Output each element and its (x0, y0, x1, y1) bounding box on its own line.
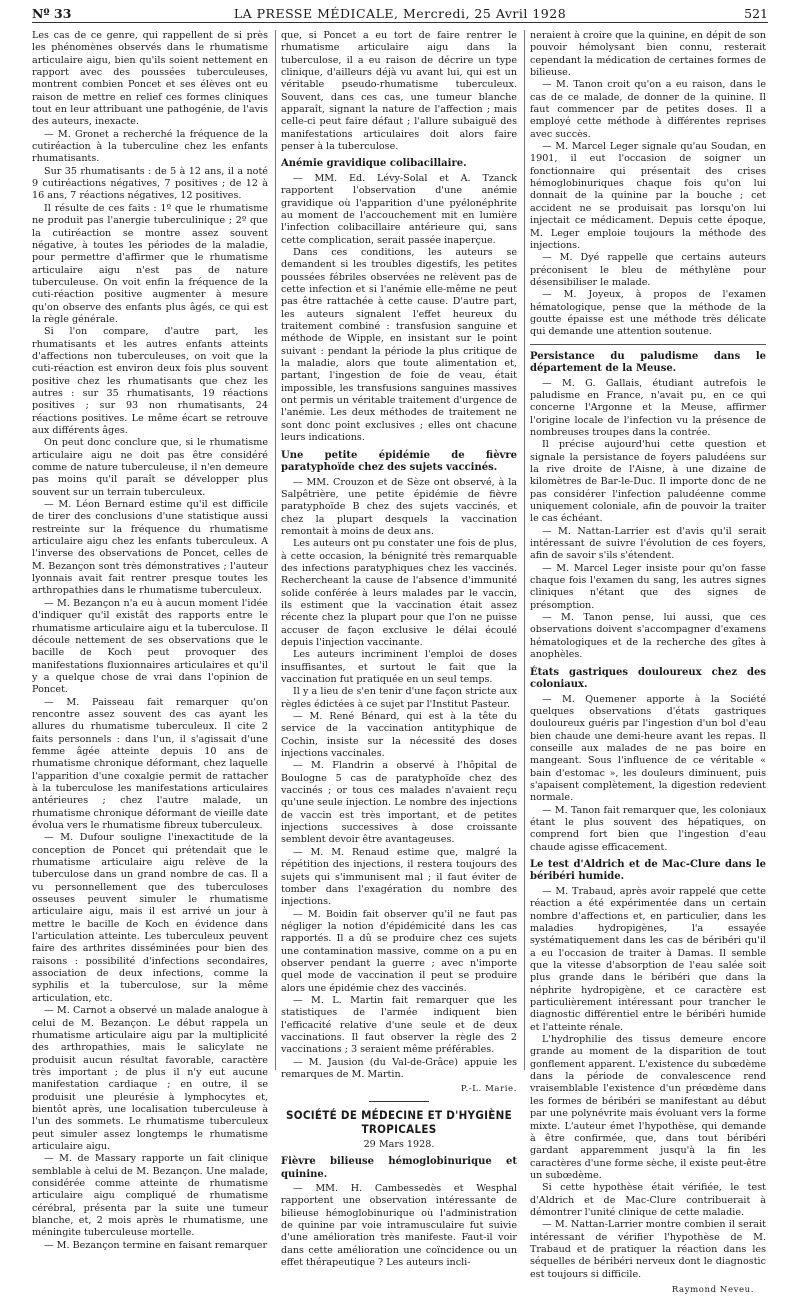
paragraph: — M. Carnot a observé un malade analogue à celui de M. Bezançon. Le début rappela un rhumatisme articulaire aigu par la multiplicité des arthropathies, mais le salicylate ne produisit aucun résultat favorable, caractère très important ; de plus il n'y eut aucune manifestation cardiaque ; en outre, il se produisit une pleurésie à lymphocytes et, bientôt après, une localisation tuberculeuse à l'un des sommets. Le rhumatisme tuberculeux peut simuler assez longtemps le rhumatisme articulaire aigu. (32, 1005, 268, 1152)
paragraph: — M. G. Gallais, étudiant autrefois le paludisme en France, n'avait pu, en ce qui concerne l'Argonne et la Meuse, affirmer l'origine locale de l'infection vu la présence de nombreuses troupes dans la contrée. (530, 377, 766, 438)
paragraph: — M. Dyé rappelle que certains auteurs préconisent le bleu de méthylène pour désensibiliser le malade. (530, 252, 766, 288)
paragraph: — M. Bezançon termine en faisant remarquer (44, 1239, 268, 1251)
paragraph: — M. Nattan-Larrier est d'avis qu'il serait intéressant de suivre l'évolution de ces foyers, afin de savoir s'ils s'étendent. (530, 525, 766, 562)
paragraph: Il résulte de ces faits : 1º que le rhumatisme ne produit pas l'anergie tuberculinique ; 2º que la cutiréaction se montre assez souvent négative, à toutes les périodes de la maladie, pour permettre d'affirmer que le rhumatisme articulaire aigu n'est pas de nature tuberculeuse. On voit enfin la fréquence de la cuti-réaction positive augmenter à mesure qu'on observe des enfants plus âgés, ce qui est la règle générale. (32, 202, 268, 325)
paragraph: neraient à croire que la quinine, en dépit de son pouvoir hémolysant bien connu, resterait cependant la médication de certaines formes de bilieuse. (530, 30, 766, 79)
paragraph: Il y a lieu de s'en tenir d'une façon stricte aux règles édictées à ce sujet par l'Institut Pasteur. (281, 686, 517, 710)
section-heading: Le test d'Aldrich et de Mac-Clure dans le béribéri humide. (530, 858, 766, 883)
journal-title: LA PRESSE MÉDICALE, Mercredi, 25 Avril 1928 (233, 6, 567, 21)
paragraph: — M. de Massary rapporte un fait clinique semblable à celui de M. Bezançon. Une malade, considérée comme atteinte de rhumatisme articulaire aigu compliqué de rhumatisme cérébral, présenta par la suite une tumeur blanche, et, 2 mois après le rhumatisme, une méningite tuberculeuse mortelle. (32, 1153, 268, 1239)
author-signature: Raymond Neveu. (671, 1284, 754, 1295)
paragraph: — M. Marcel Leger insiste pour qu'on fasse chaque fois l'examen du sang, les autres signes cliniques n'étant que des signes de présomption. (530, 562, 766, 611)
section-heading: États gastriques douloureux chez des coloniaux. (530, 666, 766, 690)
page-header (32, 0, 768, 30)
paragraph: Sur 35 rhumatisants : de 5 à 12 ans, il a noté 9 cutiréactions négatives, 7 positives ; de 12 à 16 ans, 7 réactions négatives, 12 positives. (32, 165, 268, 202)
paragraph: — M. Paisseau fait remarquer qu'on rencontre assez souvent des cas ayant les allures du rhumatisme tuberculeux. Il cite 2 faits personnels : dans l'un, il s'agissait d'une femme âgée atteinte depuis 10 ans de rhumatisme chronique déformant, chez laquelle l'apparition d'une coxalgie permit de rattacher à la tuberculose les manifestations articulaires antérieures ; chez l'autre malade, un rhumatisme chronique déformant de vieille date évolua vers le rhumatisme fibreux tuberculeux. (32, 696, 268, 831)
column-divider (524, 30, 525, 1070)
paragraph: — M. Tanon fait remarquer que, les coloniaux étant le plus souvent des hépatiques, on comprend fort bien que l'ingestion d'eau chaude agisse efficacement. (530, 804, 766, 853)
paragraph: — M. Léon Bernard estime qu'il est difficile de tirer des conclusions d'une statistique aussi restreinte sur la fréquence du rhumatisme articulaire aigu chez les enfants tuberculeux. A l'inverse des observations de Poncet, celles de M. Bezançon sont très démonstratives ; l'auteur lyonnais avait fait rentrer presque toutes les arthropathies dans le rhumatisme tuberculeux. (32, 499, 268, 597)
paragraph: Si l'on compare, d'autre part, les rhumatisants et les autres enfants atteints d'affections non tuberculeuses, on voit que la cuti-réaction est environ deux fois plus souvent positive chez les rhumatisants que chez les autres : sur 35 rhumatisants, 19 réactions positives ; sur 93 non rhumatisants, 24 réactions positives. Le même écart se retrouve aux différents âges. (32, 326, 268, 436)
section-heading: Anémie gravidique colibacillaire. (281, 158, 467, 170)
paragraph: Les cas de ce genre, qui rappellent de si près les phénomènes observés dans le rhumatisme articulaire aigu, bien qu'ils soient nettement en rapport avec des poussées tuberculeuses, montrent combien Poncet et ses élèves ont eu raison de mettre en relief ces formes cliniques tout en leur attribuant une pathogénie, de l'avis des auteurs, inexacte. (32, 30, 268, 128)
paragraph: Les auteurs ont pu constater une fois de plus, à cette occasion, la bénignité très remarquable des infections paratyphiques chez les vaccinés. Rechercheant la cause de l'absence d'immunité solide conférée à leurs malades par le vaccin, ils estiment que la vaccination était assez récente chez la plupart pour que l'on ne puisse accuser de façon exclusive le délai écoulé depuis l'injection vaccinante. (281, 538, 517, 648)
paragraph: — M. Joyeux, à propos de l'examen hématologique, pense que la méthode de la goutte épaisse est une méthode très délicate qui demande une attention soutenue. (530, 289, 766, 338)
paragraph: — M. Bezançon n'a eu à aucun moment l'idée d'indiquer qu'il existât des rapports entre le rhumatisme articulaire aigu et la tuberculose. Il découle nettement de ses observations que le bacille de Koch peut provoquer des manifestations fluxionnaires articulaires et qu'il y a quelque chose de vrai dans l'opinion de Poncet. (32, 597, 268, 696)
paragraph: Dans ces conditions, les auteurs se demandent si les troubles digestifs, les petites poussées fébriles observées ne relèvent pas de cette infection et si l'anémie elle-même ne peut pas être rattachée à cette cause. D'autre part, les auteurs signalent l'effet heureux du traitement combiné : transfusion sanguine et méthode de Wipple, en insistant sur le point suivant : pendant la période la plus critique de la maladie, alors que toute alimentation et, partant, l'ingestion de foie de veau, était impossible, les transfusions sanguines massives ont permis un véritable traitement d'urgence de l'anémie. Les deux méthodes de traitement ne sont donc point exclusives ; elles ont chacune leurs indications. (281, 247, 517, 444)
column-1 (32, 30, 268, 1251)
section-rule (530, 344, 766, 345)
paragraph: — MM. Crouzon et de Sèze ont observé, à la Salpêtrière, une petite épidémie de fièvre paratyphoïde B chez des sujets vaccinés, et chez la plupart desquels la vaccination remontait à moins de deux ans. (281, 476, 517, 537)
column-3 (530, 30, 766, 1295)
paragraph: — MM. H. Cambessedès et Wesphal rapportent une observation intéressante de bilieuse hémoglobinurique où l'administration de quinine par voie intramusculaire fut suivie d'une amélioration très manifeste. Faut-il voir dans cette amélioration une coïncidence ou un effet thérapeutique ? Les auteurs incli- (281, 1183, 517, 1269)
paragraph: — M. Tanon croit qu'on a eu raison, dans le cas de ce malade, de donner de la quinine. Il faut commencer par de petites doses. Il a employé cette méthode à différentes reprises avec succès. (530, 79, 766, 140)
paragraph: — M. Gronet a recherché la fréquence de la cutiréaction à la tuberculine chez les enfants rhumatisants. (32, 128, 268, 165)
paragraph: Les auteurs incriminent l'emploi de doses insuffisantes, et surtout le fait que la vaccination fut pratiquée en un seul temps. (281, 649, 517, 685)
column-divider (275, 30, 276, 1070)
meeting-date: 29 Mars 1928. (363, 1138, 435, 1150)
paragraph: — M. Quemener apporte à la Société quelques observations d'états gastriques douloureux guéris par l'ingestion d'un bol d'eau bien chaude une demi-heure avant les repas. Il conseille aux malades de ne pas boire en mangeant. Sous l'influence de ce véritable « bain d'estomac », les douleurs diminuent, puis s'apaisent complètement, la digestion redevient normale. (530, 693, 766, 804)
paragraph: — M. M. Renaud estime que, malgré la répétition des injections, il restera toujours des sujets qui s'immunisent mal ; il faut éviter de tomber dans l'exagération du nombre des injections. (281, 846, 517, 908)
article-columns (32, 30, 770, 1295)
paragraph: — M. Flandrin a observé à l'hôpital de Boulogne 5 cas de paratyphoïde chez des vaccinés ; or tous ces malades n'avaient reçu qu'une seule injection. Le nombre des injections de vaccin est très important, et de petites injections successives à dose croissante semblent devoir être avantageuses. (281, 760, 517, 846)
section-heading: Fièvre bilieuse hémoglobinurique et quinine. (281, 1156, 517, 1180)
paragraph: Il précise aujourd'hui cette question et signale la persistance de foyers paludéens sur la rive droite de l'Aisne, à une dizaine de kilomètres de Bar-le-Duc. Il importe donc de ne pas considérer l'infection paludéenne comme uniquement coloniale, afin de pouvoir la traiter le cas échéant. (530, 439, 766, 525)
page-number: 521 (744, 6, 768, 21)
issue-number: Nº 33 (32, 6, 72, 21)
paragraph: que, si Poncet a eu tort de faire rentrer le rhumatisme articulaire aigu dans la tuberculose, il a eu raison de décrire un type clinique, d'ailleurs déjà vu avant lui, qui est un véritable pseudo-rhumatisme tuberculeux. Souvent, dans ces cas, une tumeur blanche apparaît, signant la nature de l'affection ; mais celle-ci peut faire défaut ; l'allure subaiguë des manifestations articulaires doit alors faire penser à la tuberculose. (281, 30, 517, 153)
society-title: SOCIÉTÉ DE MÉDECINE ET D'HYGIÈNE TROPICALES (286, 1107, 512, 1136)
paragraph: On peut donc conclure que, si le rhumatisme articulaire aigu ne doit pas être considéré comme de nature tuberculeuse, il n'en demeure pas moins qu'il paraît se développer plus souvent sur un terrain tuberculeux. (32, 437, 268, 498)
section-heading: Une petite épidémie de fièvre paratyphoïde chez des sujets vaccinés. (281, 449, 517, 473)
paragraph: L'hydrophilie des tissus demeure encore grande au moment de la disparition de tout gonflement apparent. L'existence du subœdème dans la période de convalescence rend vraisemblable l'existence d'un préœdème dans les formes de béribéri se manifestant au début par une polynévrite mais évoluant vers la forme mixte. L'auteur émet l'hypothèse, qui demande à être confirmée, que, dans tout béribéri gardant apparemment jusqu'à la fin les caractères d'une forme sèche, il existe peut-être un subœdème. (530, 1034, 766, 1181)
paragraph: — M. Marcel Leger signale qu'au Soudan, en 1901, il eut l'occasion de soigner un fonctionnaire qui présentait des crises hémoglobinuriques chaque fois qu'on lui donnait de la quinine par la bouche ; cet accident ne se produisait pas lorsqu'on lui injectait ce médicament. Depuis cette époque, M. Leger emploie toujours la méthode des injections. (530, 141, 766, 251)
paragraph: — M. Nattan-Larrier montre combien il serait intéressant de vérifier l'hypothèse de M. Trabaud et de pratiquer la réaction dans les séquelles de béribéri nerveux dont le diagnostic est toujours si difficile. (530, 1219, 766, 1280)
paragraph: — M. Boidin fait observer qu'il ne faut pas négliger la notion d'épidémicité dans les cas rapportés. Il a dû se produire chez ces sujets une contamination massive, comme on a pu en observer pendant la guerre ; avec n'importe quel mode de vaccination il peut se produire alors une épidémie chez des vaccinés. (281, 908, 517, 994)
section-rule (369, 1101, 429, 1102)
section-heading: Persistance du paludisme dans le département de la Meuse. (530, 350, 766, 375)
author-signature: P.-L. Marie. (460, 1084, 517, 1095)
paragraph: — M. Jausion (du Val-de-Grâce) appuie les remarques de M. Martin. (281, 1056, 517, 1080)
paragraph: — M. L. Martin fait remarquer que les statistiques de l'armée indiquent bien l'efficacité relative d'une seule et de deux vaccinations. Il faut observer la règle des 2 vaccinations ; 3 seraient même préférables. (281, 994, 517, 1056)
paragraph: — M. Tanon pense, lui aussi, que ces observations doivent s'accompagner d'examens hématologiques et de la recherche des gîtes à anophèles. (530, 612, 766, 661)
paragraph: Si cette hypothèse était vérifiée, le test d'Aldrich et de Mac-Clure contribuerait à démontrer l'unité clinique de cette maladie. (530, 1182, 766, 1218)
paragraph: — M. Dufour souligne l'inexactitude de la conception de Poncet qui prétendait que le rhumatisme articulaire aigu relève de la tuberculose dans un grand nombre de cas. Il a vu personnellement que des tuberculoses osseuses peuvent simuler le rhumatisme articulaire aigu, mais il est arrivé un jour à mettre le bacille de Koch en évidence dans l'articulation atteinte. Les tuberculeux peuvent faire des arthrites disséminées pour bien des raisons : possibilité d'infections secondaires, association de deux infections, comme la syphilis et la tuberculose, sur la même articulation, etc. (32, 832, 268, 1004)
paragraph: — MM. Ed. Lévy-Solal et A. Tzanck rapportent l'observation d'une anémie gravidique où l'apparition d'une pyélonéphrite au moment de l'accouchement mit en lumière l'infection colibacillaire antérieure qui, sans cette complication, serait passée inaperçue. (281, 172, 517, 246)
paragraph: — M. Trabaud, après avoir rappelé que cette réaction a été expérimentée dans un certain nombre d'affections et, en particulier, dans les maladies hydropigènes, l'a essayée systématiquement dans les cas de béribéri qu'il a eu l'occasion de traiter à Damas. Il semble que la vitesse d'absorption de l'eau salée soit plus grande dans le béribéri que dans la néphrite hydropigène, et ce caractère est particulièrement intéressant pour trancher le diagnostic différentiel entre le béribéri humide et l'atteinte rénale. (530, 885, 766, 1033)
column-2 (281, 30, 517, 1269)
header-rule (32, 22, 768, 23)
paragraph: — M. René Bénard, qui est à la tête du service de la vaccination antityphique de Cochin, insiste sur la nécessité des doses injections vaccinales. (281, 711, 517, 760)
